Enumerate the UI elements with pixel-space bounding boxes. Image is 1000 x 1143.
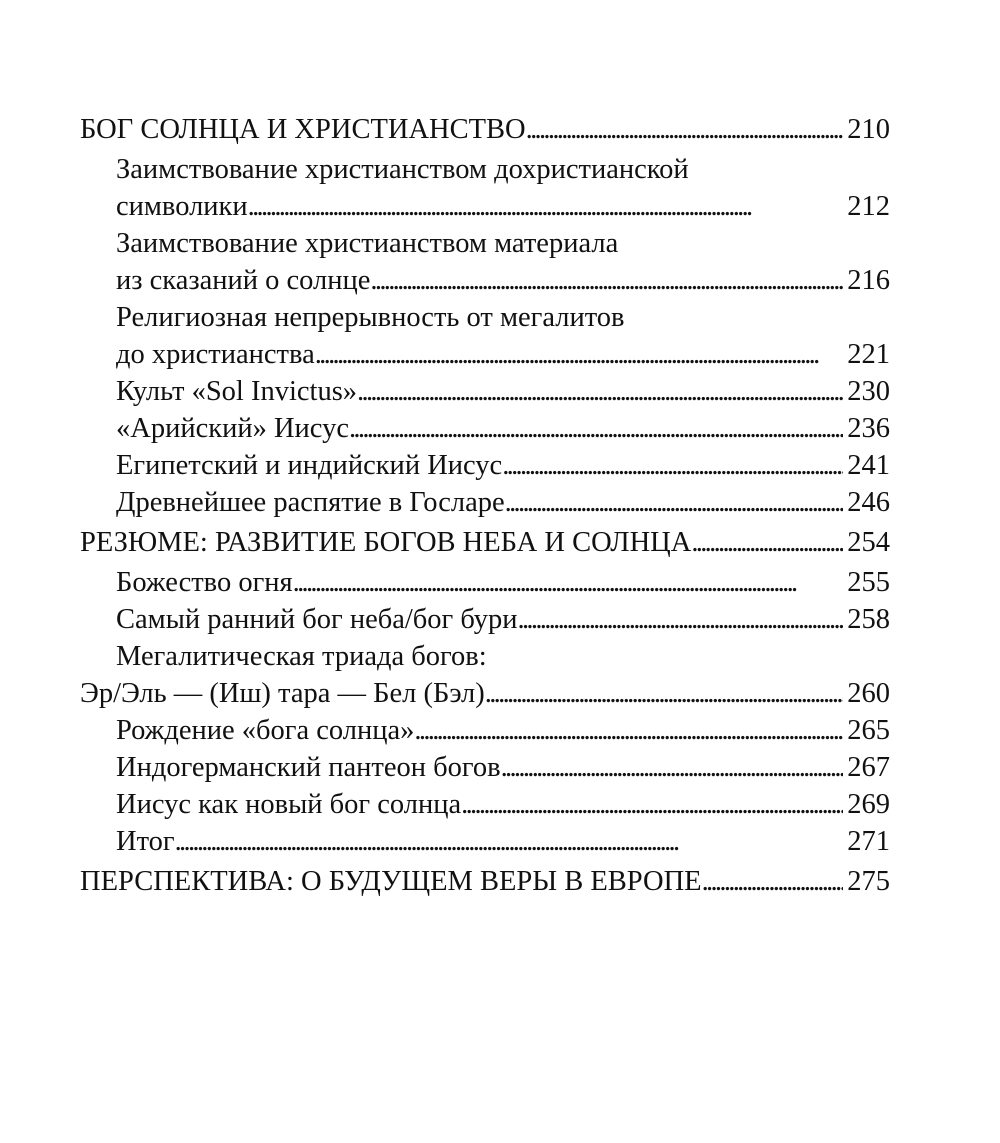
- toc-sub-entry[interactable]: [80, 410, 890, 447]
- toc-sub-entry[interactable]: [80, 823, 890, 860]
- toc-sub-entry[interactable]: [80, 336, 890, 373]
- toc-entry-title: Египетский и индийский Иисус: [116, 450, 503, 481]
- dot-leader: [370, 262, 843, 299]
- toc-page-number: 230: [847, 376, 890, 407]
- toc-entry-title: символики: [116, 191, 248, 222]
- toc-page-number: 241: [847, 450, 890, 481]
- toc-entry-title: БОГ СОЛНЦА И ХРИСТИАНСТВО: [80, 114, 526, 145]
- dot-leader: [349, 410, 843, 447]
- toc-entry-title: Культ «Sol Invictus»: [116, 376, 358, 407]
- toc-entry-title: Итог: [116, 826, 175, 857]
- toc-sub-entry[interactable]: [80, 786, 890, 823]
- toc-page-number: 246: [847, 487, 890, 518]
- toc-sub-entry-firstline[interactable]: [80, 299, 890, 336]
- table-of-contents: [80, 108, 890, 903]
- dot-leader: [502, 447, 843, 484]
- toc-entry-title: Божество огня: [116, 567, 293, 598]
- dot-leader: [485, 675, 843, 712]
- toc-main-entry[interactable]: [80, 860, 890, 903]
- dot-leader: [505, 484, 844, 521]
- toc-entry-title-part: Заимствование христианством материала: [116, 228, 619, 259]
- toc-entry-title: до христианства: [116, 339, 315, 370]
- dot-leader: [414, 712, 843, 749]
- toc-sub-entry[interactable]: [80, 188, 890, 225]
- dot-leader: [702, 860, 844, 903]
- toc-page-number: 221: [847, 339, 890, 370]
- toc-entry-title-part: Мегалитическая триада богов:: [116, 641, 487, 672]
- toc-sub-entry-firstline[interactable]: [80, 151, 890, 188]
- toc-page-number: 216: [847, 265, 890, 296]
- toc-page-number: 267: [847, 752, 890, 783]
- toc-entry-title: Эр/Эль — (Иш) тара — Бел (Бэл): [80, 678, 485, 709]
- toc-entry-title: ПЕРСПЕКТИВА: О БУДУЩЕМ ВЕРЫ В ЕВРОПЕ: [80, 866, 702, 897]
- toc-page-number: 212: [847, 191, 890, 222]
- toc-entry-title: Древнейшее распятие в Госларе: [116, 487, 505, 518]
- dot-leader: [315, 336, 844, 373]
- toc-page-number: 255: [847, 567, 890, 598]
- toc-entry-title: Рождение «бога солнца»: [116, 715, 415, 746]
- dot-leader: [175, 823, 844, 860]
- toc-entry-title-part: Религиозная непрерывность от мегалитов: [116, 302, 625, 333]
- toc-page-number: 236: [847, 413, 890, 444]
- toc-sub-entry-firstline[interactable]: [80, 638, 890, 675]
- toc-page-number: 210: [847, 114, 890, 145]
- dot-leader: [293, 564, 844, 601]
- toc-page-number: 265: [847, 715, 890, 746]
- toc-page-number: 260: [847, 678, 890, 709]
- toc-sub-entry[interactable]: [80, 712, 890, 749]
- dot-leader: [248, 188, 844, 225]
- toc-page-number: 269: [847, 789, 890, 820]
- toc-page-number: 275: [847, 866, 890, 897]
- toc-entry-title: из сказаний о солнце: [116, 265, 371, 296]
- toc-sub-entry[interactable]: [80, 262, 890, 299]
- toc-sub-entry[interactable]: [80, 564, 890, 601]
- toc-main-entry[interactable]: [80, 108, 890, 151]
- toc-page-number: 254: [847, 527, 890, 558]
- dot-leader: [691, 521, 843, 564]
- toc-sub-entry[interactable]: [80, 675, 890, 712]
- toc-main-entry[interactable]: [80, 521, 890, 564]
- toc-sub-entry[interactable]: [80, 749, 890, 786]
- toc-page-number: 271: [847, 826, 890, 857]
- toc-entry-title: Иисус как новый бог солнца: [116, 789, 462, 820]
- toc-entry-title: РЕЗЮМЕ: РАЗВИТИЕ БОГОВ НЕБА И СОЛНЦА: [80, 527, 692, 558]
- toc-page-number: 258: [847, 604, 890, 635]
- dot-leader: [518, 601, 844, 638]
- toc-sub-entry-firstline[interactable]: [80, 225, 890, 262]
- toc-entry-title: «Арийский» Иисус: [116, 413, 349, 444]
- toc-sub-entry[interactable]: [80, 373, 890, 410]
- dot-leader: [526, 108, 844, 151]
- dot-leader: [501, 749, 844, 786]
- toc-entry-title-part: Заимствование христианством дохристианской: [116, 154, 689, 185]
- toc-entry-title: Самый ранний бог неба/бог бури: [116, 604, 518, 635]
- toc-entry-title: Индогерманский пантеон богов: [116, 752, 501, 783]
- toc-sub-entry[interactable]: [80, 601, 890, 638]
- toc-sub-entry[interactable]: [80, 484, 890, 521]
- dot-leader: [357, 373, 843, 410]
- toc-sub-entry[interactable]: [80, 447, 890, 484]
- dot-leader: [461, 786, 843, 823]
